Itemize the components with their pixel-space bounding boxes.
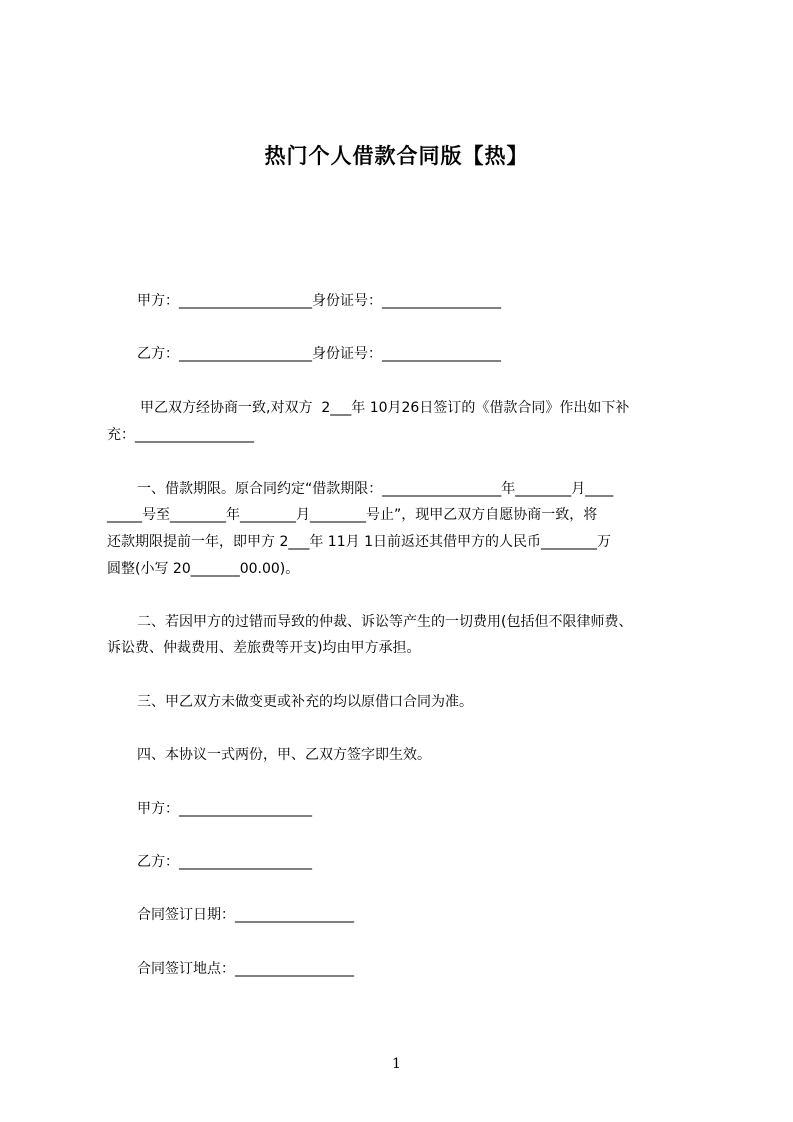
intro-paragraph-line: 甲乙双方经协商一致,对双方 2___年 10月26日签订的《借款合同》作出如下补 (140, 400, 630, 416)
signing-place-line: 合同签订地点：_________________ (137, 961, 354, 977)
clause-2-line: 诉讼费、仲裁费用、差旅费等开支)均由甲方承担。 (107, 640, 421, 656)
intro-paragraph-line: 充：_________________ (107, 427, 254, 443)
signature-party-b: 乙方：___________________ (137, 854, 312, 870)
clause-1-line: 一、借款期限。原合同约定“借款期限：_________________年________月____ (137, 481, 614, 497)
clause-1-line: 还款期限提前一年，即甲方 2___年 11月 1日前返还其借甲方的人民币________万 (107, 534, 611, 550)
page-number: 1 (392, 1056, 401, 1072)
signing-date-line: 合同签订日期：_________________ (137, 907, 354, 923)
document-title: 热门个人借款合同版【热】 (264, 144, 529, 168)
clause-4-line: 四、本协议一式两份，甲、乙双方签字即生效。 (137, 747, 431, 763)
clause-1-line: 圆整(小写 20_______00.00)。 (107, 561, 300, 577)
party-b-line: 乙方：___________________身份证号：_________________ (137, 346, 501, 362)
party-a-line: 甲方：___________________身份证号：_________________ (137, 293, 501, 309)
clause-3-line: 三、甲乙双方未做变更或补充的均以原借口合同为准。 (137, 694, 473, 710)
signature-party-a: 甲方：___________________ (137, 801, 312, 817)
clause-1-line: _____号至________年________月________号止”，现甲乙双方自愿协商一致，将 (107, 507, 598, 523)
clause-2-line: 二、若因甲方的过错而导致的仲裁、诉讼等产生的一切费用(包括但不限律师费、 (137, 614, 633, 630)
